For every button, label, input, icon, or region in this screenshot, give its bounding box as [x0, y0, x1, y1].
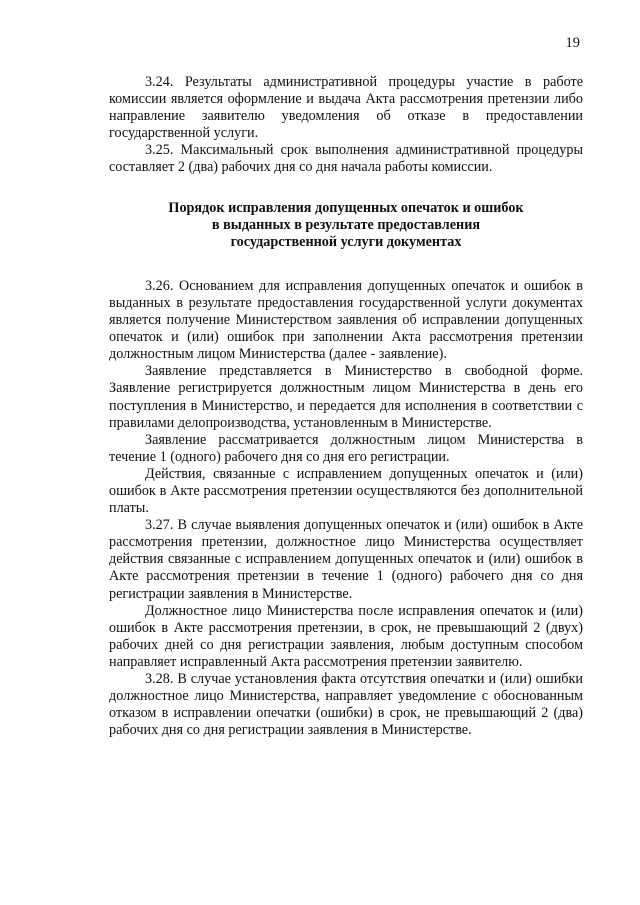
- paragraph-statement-submission: Заявление представляется в Министерство в свободной форме. Заявление регистрируется должностным лицом Министерства в день его поступления в Министерство, и передается для исполнения в соответствии с правилами делопроизводства, установленным в Министерстве.: [109, 363, 583, 431]
- heading-line-2: в выданных в результате предоставления: [211, 216, 481, 233]
- paragraph-3-25: 3.25. Максимальный срок выполнения административной процедуры составляет 2 (два) рабочих дня со дня начала работы комиссии.: [109, 142, 583, 176]
- paragraph-no-fee: Действия, связанные с исправлением допущенных опечаток и (или) ошибок в Акте рассмотрения претензии осуществляются без дополнительной платы.: [109, 465, 583, 517]
- paragraph-3-26: 3.26. Основанием для исправления допущенных опечаток и ошибок в выданных в результате предоставления государственной услуги документах является получение Министерством заявления об исправлении допущенных опечаток и (или) ошибок при заполнении Акта рассмотрения претензии должностным лицом Министерства (далее - заявление).: [109, 277, 583, 363]
- document-body: [109, 74, 583, 739]
- heading-line-1: Порядок исправления допущенных опечаток и ошибок: [168, 199, 524, 216]
- paragraph-corrected-act: Должностное лицо Министерства после исправления опечаток и (или) ошибок в Акте рассмотрения претензии, в срок, не превышающий 2 (двух) рабочих дней со дня регистрации заявления, любым доступным способом направляет исправленный Акта рассмотрения претензии заявителю.: [109, 602, 583, 670]
- paragraph-3-27: 3.27. В случае выявления допущенных опечаток и (или) ошибок в Акте рассмотрения претензии, должностное лицо Министерства осуществляет действия связанные с исправлением допущенных опечаток и (или) ошибок в Акте рассмотрения претензии в течение 1 (одного) рабочего дня со дня регистрации заявления в Министерстве.: [109, 517, 583, 602]
- heading-line-3: государственной услуги документах: [230, 233, 462, 250]
- paragraph-statement-review: Заявление рассматривается должностным лицом Министерства в течение 1 (одного) рабочего дня со дня его регистрации.: [109, 431, 583, 465]
- section-heading: [109, 200, 583, 251]
- paragraph-3-28: 3.28. В случае установления факта отсутствия опечатки и (или) ошибки должностное лицо Министерства, направляет уведомление с обоснованным отказом в исправлении опечатки (ошибки) в срок, не превышающий 2 (два) рабочих дня со дня регистрации заявления в Министерстве.: [109, 671, 583, 739]
- page-number: 19: [565, 35, 580, 51]
- paragraph-3-24: 3.24. Результаты административной процедуры участие в работе комиссии является оформление и выдача Акта рассмотрения претензии либо направление заявителю уведомления об отказе в предоставлении государственной услуги.: [109, 74, 583, 142]
